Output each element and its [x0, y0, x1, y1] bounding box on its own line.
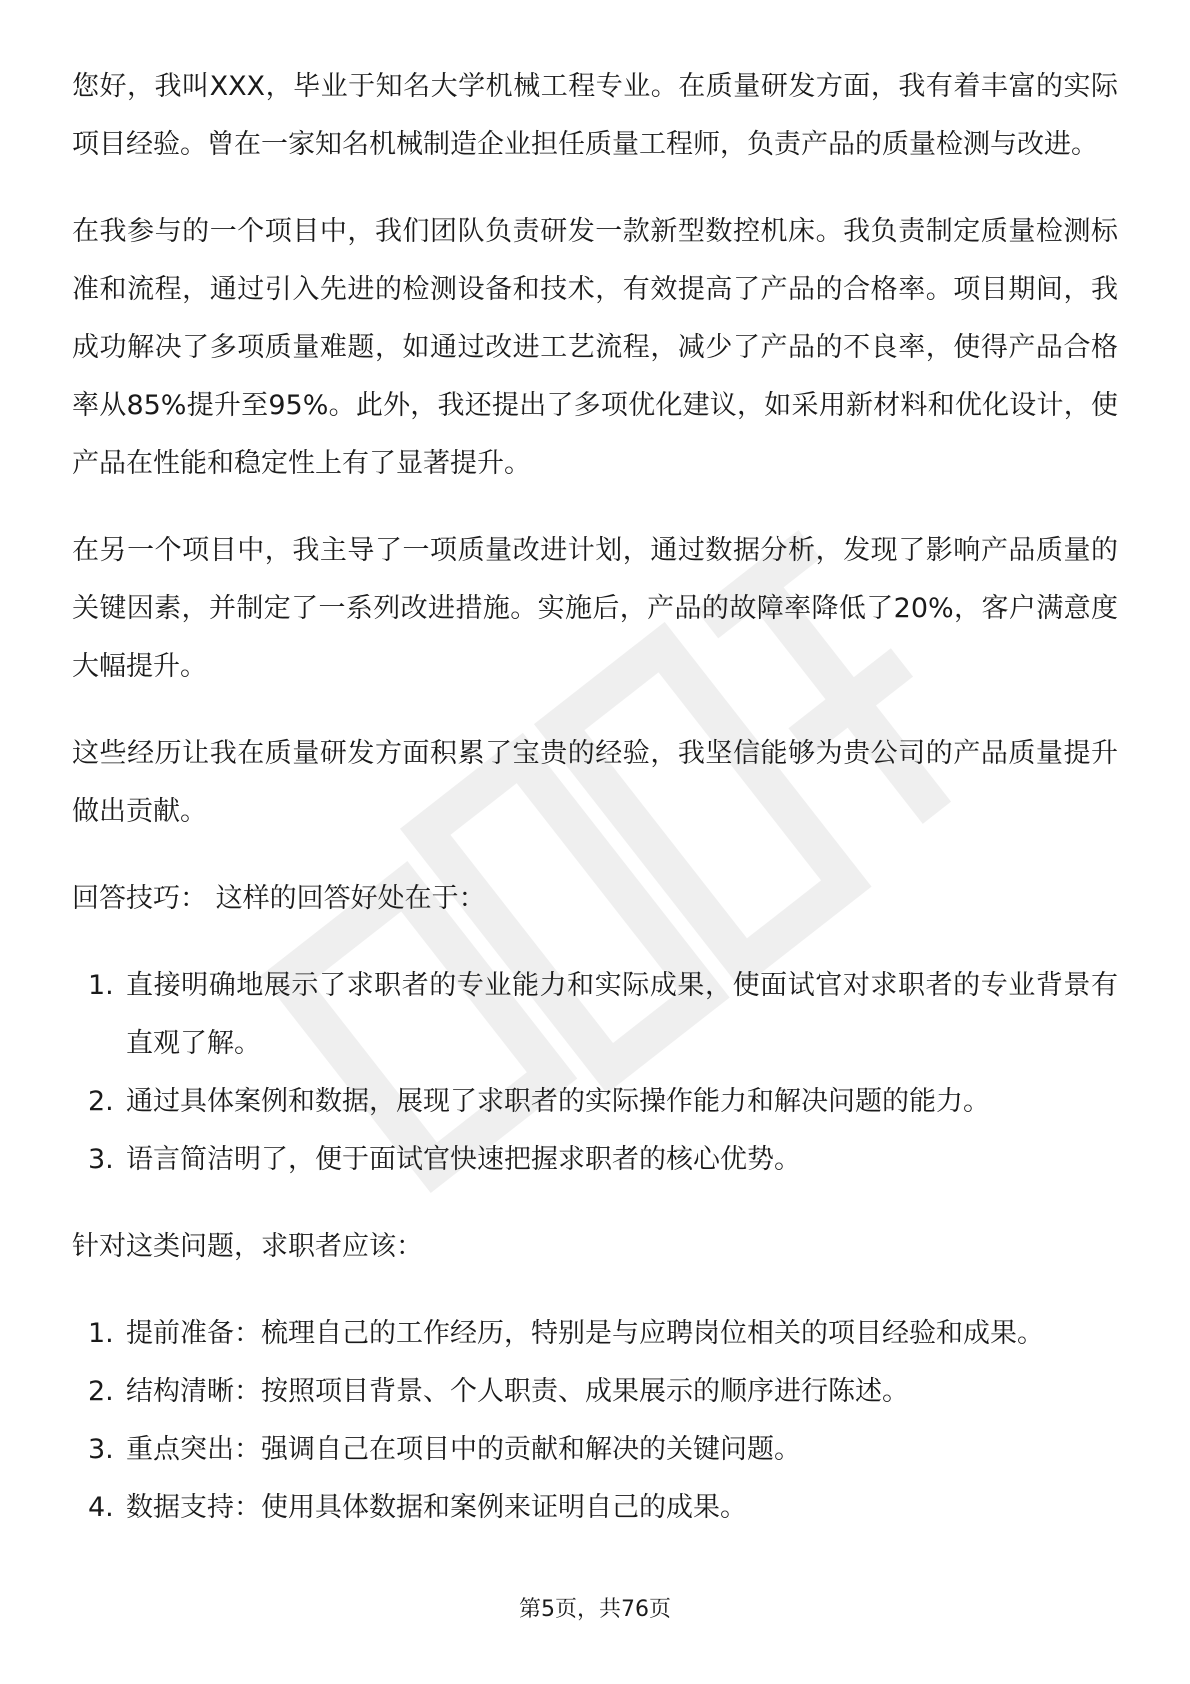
list-number: 1. — [88, 1318, 114, 1349]
tips-list — [72, 957, 1118, 1189]
list-text: 通过具体案例和数据，展现了求职者的实际操作能力和解决问题的能力。 — [126, 1086, 990, 1117]
list-number: 2. — [88, 1376, 114, 1407]
paragraph-summary: 这些经历让我在质量研发方面积累了宝贵的经验，我坚信能够为贵公司的产品质量提升做出贡献。 — [72, 738, 1118, 827]
list-number: 3. — [88, 1434, 114, 1465]
list-item — [72, 957, 1118, 1073]
list-item — [72, 1421, 1118, 1479]
list-item — [72, 1131, 1118, 1189]
paragraph-project-one: 在我参与的一个项目中，我们团队负责研发一款新型数控机床。我负责制定质量检测标准和流程，通过引入先进的检测设备和技术，有效提高了产品的合格率。项目期间，我成功解决了多项质量难题，如通过改进工艺流程，减少了产品的不良率，使得产品合格率从85%提升至95%。此外，我还提出了多项优化建议，如采用新材料和优化设计，使产品在性能和稳定性上有了显著提升。 — [72, 216, 1118, 479]
list-text: 数据支持：使用具体数据和案例来证明自己的成果。 — [126, 1492, 747, 1523]
document-body — [72, 58, 1118, 1566]
page-number: 第5页，共76页 — [519, 1597, 671, 1622]
list-text: 语言简洁明了，便于面试官快速把握求职者的核心优势。 — [126, 1144, 801, 1175]
list-number: 1. — [88, 970, 114, 1001]
list-item — [72, 1305, 1118, 1363]
list-text: 直接明确地展示了求职者的专业能力和实际成果，使面试官对求职者的专业背景有直观了解。 — [126, 970, 1118, 1059]
list-item — [72, 1363, 1118, 1421]
list-item — [72, 1479, 1118, 1537]
list-number: 4. — [88, 1492, 114, 1523]
list-number: 2. — [88, 1086, 114, 1117]
list-text: 提前准备：梳理自己的工作经历，特别是与应聘岗位相关的项目经验和成果。 — [126, 1318, 1044, 1349]
paragraph-project-two: 在另一个项目中，我主导了一项质量改进计划，通过数据分析，发现了影响产品质量的关键因素，并制定了一系列改进措施。实施后，产品的故障率降低了20%，客户满意度大幅提升。 — [72, 535, 1118, 682]
list-item — [72, 1073, 1118, 1131]
tips-heading: 回答技巧： 这样的回答好处在于： — [72, 883, 486, 914]
advice-heading: 针对这类问题，求职者应该： — [72, 1231, 423, 1262]
paragraph-intro: 您好，我叫XXX，毕业于知名大学机械工程专业。在质量研发方面，我有着丰富的实际项目经验。曾在一家知名机械制造企业担任质量工程师，负责产品的质量检测与改进。 — [72, 71, 1118, 160]
list-text: 重点突出：强调自己在项目中的贡献和解决的关键问题。 — [126, 1434, 801, 1465]
advice-list — [72, 1305, 1118, 1537]
list-number: 3. — [88, 1144, 114, 1175]
list-text: 结构清晰：按照项目背景、个人职责、成果展示的顺序进行陈述。 — [126, 1376, 909, 1407]
